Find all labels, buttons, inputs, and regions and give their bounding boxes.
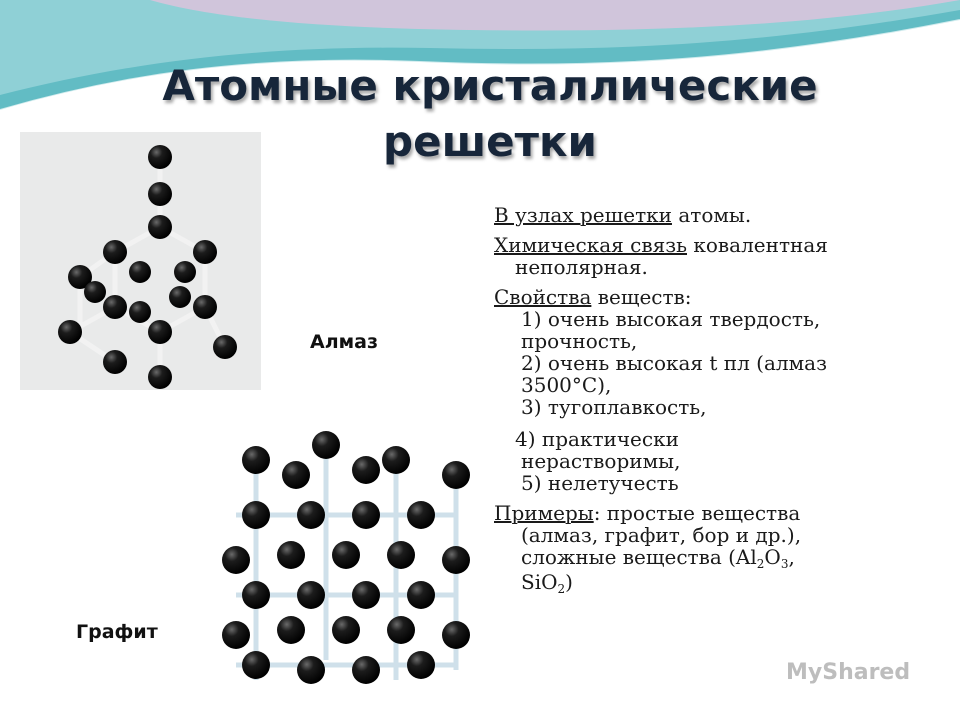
example-text-comma: , bbox=[788, 545, 795, 569]
example-line-3 bbox=[494, 571, 934, 596]
text-nonpolar: неполярная. bbox=[515, 255, 648, 279]
text-simple-substances: : простые вещества bbox=[593, 501, 801, 525]
text-covalent: ковалентная bbox=[687, 233, 828, 257]
subscript-3: 3 bbox=[780, 557, 789, 571]
subscript-2b: 2 bbox=[557, 582, 566, 596]
slide-body-text bbox=[494, 204, 934, 604]
diamond-lattice-image bbox=[20, 132, 261, 390]
paragraph-examples bbox=[494, 502, 934, 596]
property-line-6: 4) практически bbox=[515, 427, 679, 451]
example-line-2 bbox=[494, 546, 934, 571]
term-properties: Свойства bbox=[494, 285, 592, 309]
example-line-1: (алмаз, графит, бор и др.), bbox=[521, 523, 802, 547]
watermark-logo bbox=[786, 660, 910, 685]
graphite-lattice-image bbox=[216, 430, 478, 710]
example-text-sio: SiO bbox=[521, 570, 558, 594]
example-text-al: сложные вещества (Al bbox=[521, 545, 757, 569]
diamond-model-icon bbox=[20, 132, 261, 390]
property-line-4: 3500°С), bbox=[521, 373, 612, 397]
property-line-2: прочность, bbox=[521, 329, 638, 353]
subscript-2: 2 bbox=[756, 557, 765, 571]
property-line-1: 1) очень высокая твердость, bbox=[521, 307, 821, 331]
title-line-1: Атомные кристаллические bbox=[162, 61, 818, 110]
paragraph-bond bbox=[494, 234, 934, 278]
paragraph-lattice-nodes bbox=[494, 204, 934, 226]
example-text-paren: ) bbox=[565, 570, 573, 594]
term-examples: Примеры bbox=[494, 501, 594, 525]
property-line-3: 2) очень высокая t пл (алмаз bbox=[521, 351, 827, 375]
example-text-o: O bbox=[764, 545, 781, 569]
title-line-2: решетки bbox=[383, 117, 597, 166]
watermark-text: MyShared bbox=[786, 660, 911, 685]
term-lattice-nodes: В узлах решетки bbox=[494, 203, 672, 227]
diamond-caption: Алмаз bbox=[310, 331, 379, 353]
paragraph-properties bbox=[494, 286, 934, 494]
text-substances: веществ: bbox=[591, 285, 692, 309]
graphite-model-icon bbox=[216, 430, 478, 710]
term-chemical-bond: Химическая связь bbox=[494, 233, 687, 257]
graphite-caption: Графит bbox=[76, 621, 158, 643]
property-line-5: 3) тугоплавкость, bbox=[521, 395, 707, 419]
property-line-7: нерастворимы, bbox=[521, 449, 681, 473]
text-atoms: атомы. bbox=[671, 203, 752, 227]
property-line-8: 5) нелетучесть bbox=[521, 471, 679, 495]
